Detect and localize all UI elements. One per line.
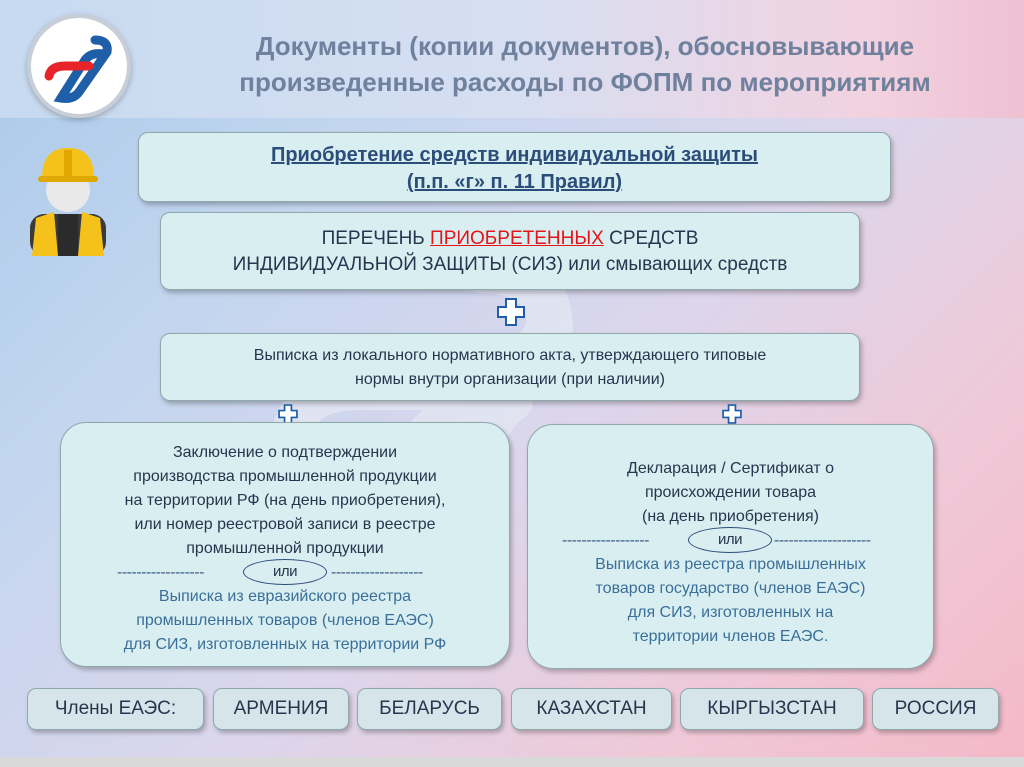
extract-line-1: Выписка из локального нормативного акта, утверждающего типовые: [253, 347, 767, 364]
right-alt-line: Выписка из реестра промышленных: [595, 556, 866, 573]
logo-icon: [43, 32, 115, 104]
right-line: происхождении товара: [644, 484, 817, 501]
right-card: [527, 424, 934, 669]
left-alt-line: Выписка из евразийского реестра: [158, 588, 412, 605]
left-ili-badge: или: [243, 559, 327, 585]
right-dash-right: --------------------: [774, 532, 871, 549]
left-line: производства промышленной продукции: [133, 468, 437, 485]
heading-line-2: (п.п. «г» п. 11 Правил): [406, 171, 623, 193]
left-alt-line: промышленных товаров (членов ЕАЭС): [136, 612, 434, 629]
title-line-2: произведенные расходы по ФОПМ по мероприятиям: [239, 67, 931, 97]
right-line: Декларация / Сертификат о: [627, 460, 834, 477]
right-ili-badge: или: [688, 527, 772, 553]
page-title: [150, 28, 1020, 100]
eaes-members-label: Члены ЕАЭС:: [27, 688, 204, 730]
country-kyrgyzstan: КЫРГЫЗСТАН: [680, 688, 864, 730]
country-kazakhstan: КАЗАХСТАН: [511, 688, 672, 730]
list-box: [160, 212, 860, 290]
extract-line-2: нормы внутри организации (при наличии): [354, 371, 665, 388]
extract-box: [160, 333, 860, 401]
title-line-1: Документы (копии документов), обосновывающие: [255, 31, 915, 61]
right-dash-left: ------------------: [562, 532, 649, 549]
left-line: или номер реестровой записи в реестре: [134, 516, 436, 533]
list-line-1: [161, 226, 859, 252]
right-alt-line: для СИЗ, изготовленных на: [627, 604, 834, 621]
footer-stripe: [0, 757, 1024, 767]
country-armenia: АРМЕНИЯ: [213, 688, 349, 730]
plus-icon: [495, 296, 527, 328]
logo: [27, 14, 131, 118]
left-line: на территории РФ (на день приобретения),: [124, 492, 446, 509]
right-alt-line: территории членов ЕАЭС.: [632, 628, 829, 645]
right-divider: [528, 529, 933, 553]
list-part1: ПЕРЕЧЕНЬ: [321, 228, 431, 249]
list-part2: СРЕДСТВ: [603, 228, 699, 249]
plus-icon: [721, 403, 743, 425]
left-card: [60, 422, 510, 667]
right-line: (на день приобретения): [642, 508, 819, 525]
heading-box: [138, 132, 891, 202]
right-alt-line: товаров государство (членов ЕАЭС): [595, 580, 866, 597]
left-divider: [61, 561, 509, 585]
left-dash-left: ------------------: [117, 564, 204, 581]
list-highlight: ПРИОБРЕТЕННЫХ: [430, 228, 604, 249]
heading-line-1: Приобретение средств индивидуальной защиты: [270, 144, 759, 166]
left-line: Заключение о подтверждении: [172, 444, 398, 461]
country-belarus: БЕЛАРУСЬ: [357, 688, 502, 730]
left-dash-right: -------------------: [331, 564, 423, 581]
list-line-2: ИНДИВИДУАЛЬНОЙ ЗАЩИТЫ (СИЗ) или смывающих средств: [232, 254, 788, 275]
country-russia: РОССИЯ: [872, 688, 999, 730]
worker-icon: [28, 138, 108, 256]
left-alt-line: для СИЗ, изготовленных на территории РФ: [123, 636, 447, 653]
left-line: промышленной продукции: [186, 540, 384, 557]
